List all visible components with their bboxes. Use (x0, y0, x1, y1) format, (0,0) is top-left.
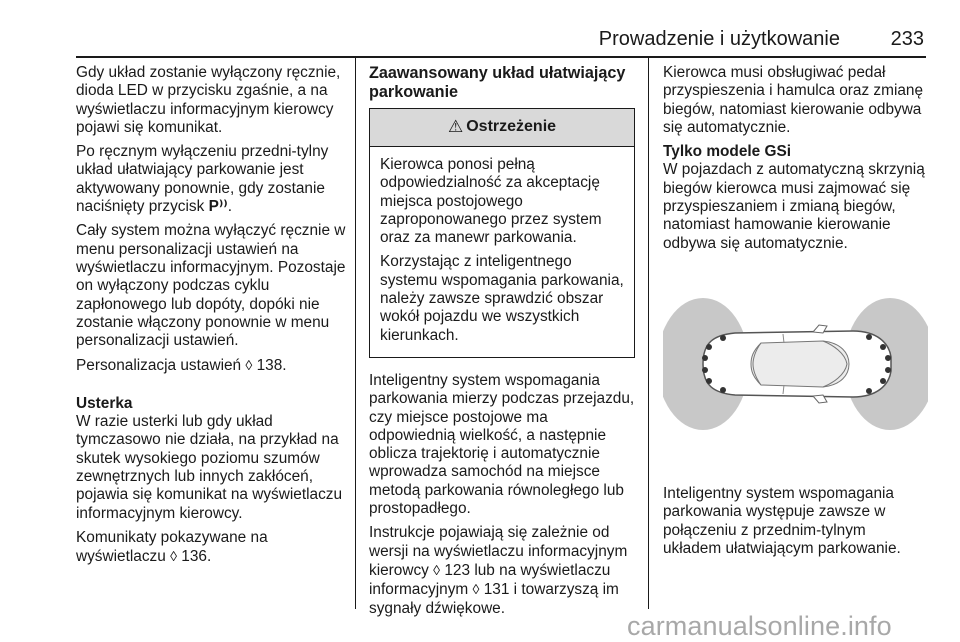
warning-body (370, 147, 634, 357)
page-ref-icon: ◊ (245, 357, 253, 374)
page-ref-icon: ◊ (433, 561, 441, 578)
car-sensor-diagram (663, 259, 928, 471)
paragraph: W razie usterki lub gdy układ tymczasowo nie działa, na przykład na skutek wysokiego poziomu szumów zewnętrznych lub innych zakłóceń, pojawia się komunikat na wyświetlaczu informacyjnym kierowcy. (76, 413, 343, 522)
warning-paragraph: Kierowca ponosi pełną odpowiedzialność za akceptację miejsca postojowego zaproponowanego przez system oraz za manewr parkowania. (380, 156, 602, 247)
paragraph: W pojazdach z automatyczną skrzynią biegów kierowca musi zajmować się przyspieszaniem i zmianą biegów, natomiast hamowanie kierowanie odbywa się automatycznie. (663, 161, 925, 252)
paragraph: Inteligentny system wspomagania parkowania występuje zawsze w połączeniu z przednim-tylnym układem ułatwiającym parkowanie. (663, 484, 901, 557)
page-ref-icon: ◊ (170, 548, 178, 565)
column-2 (369, 64, 635, 624)
paragraph: Kierowca musi obsługiwać pedał przyspieszenia i hamulca oraz zmianę biegów, natomiast kierowanie odbywa się automatycznie. (663, 64, 924, 136)
fault-heading: Usterka (76, 394, 133, 412)
column-divider-1 (355, 57, 356, 609)
gsi-heading: Tylko modele GSi (663, 143, 792, 161)
paragraph: Instrukcje pojawiają się zależnie od wersji na wyświetlaczu informacyjnym kierowcy ◊ 123 lub na wyświetlaczu informacyjnym ◊ 131 i towarzyszą im sygnały dźwiękowe. (369, 524, 628, 617)
section-title: Zaawansowany układ ułatwiający parkowanie (369, 64, 626, 101)
page-ref-icon: ◊ (472, 581, 480, 598)
paragraph: Po ręcznym wyłączeniu przedni-tylny układ ułatwiający parkowanie jest aktywowany ponownie, gdy zostanie naciśnięty przycisk P⁾⁾. (76, 143, 329, 216)
paragraph: Komunikaty pokazywane na wyświetlaczu ◊ 136. (76, 528, 268, 566)
park-assist-button-icon: P⁾⁾ (208, 198, 228, 216)
page-number: 233 (890, 28, 924, 50)
column-1 (76, 64, 346, 572)
parking-sensor-illustration (663, 259, 928, 471)
warning-paragraph: Korzystając z inteligentnego systemu wspomagania parkowania, należy zawsze sprawdzić obszar wokół pojazdu we wszystkich kierunkach. (380, 253, 624, 344)
paragraph: Inteligentny system wspomagania parkowania mierzy podczas przejazdu, czy miejsce postojowe ma odpowiednią wielkość, a następnie oblicza trajektorię i automatycznie wprowadza samochód na miejsce metodą parkowania równoległego lub prostopadłego. (369, 371, 635, 518)
warning-title: Ostrzeżenie (466, 118, 557, 136)
car-roof (751, 341, 849, 387)
paragraph: Cały system można wyłączyć ręcznie w menu personalizacji ustawień na wyświetlaczu informacyjnym. Pozostaje on wyłączony podczas cyklu zapłonowego lub dopóty, dopóki nie zostanie włączony ponownie w menu personalizacji ustawień. (76, 222, 346, 350)
paragraph: Personalizacja ustawień ◊ 138. (76, 357, 287, 375)
watermark: carmanualsonline.info (627, 611, 892, 641)
page-header (76, 28, 924, 52)
column-divider-2 (648, 57, 649, 609)
paragraph: Gdy układ zostanie wyłączony ręcznie, dioda LED w przycisku zgaśnie, a na wyświetlaczu informacyjnym kierowcy pojawi się komunikat. (76, 64, 341, 136)
warning-header (370, 109, 634, 147)
page-ref-link[interactable]: 136 (181, 548, 207, 566)
header-rule (76, 56, 926, 58)
header-title: Prowadzenie i użytkowanie (598, 28, 840, 50)
page-ref-link[interactable]: 131 (483, 581, 510, 599)
warning-triangle-icon: ⚠ (447, 117, 464, 137)
warning-box (369, 108, 635, 358)
column-3 (663, 64, 928, 564)
page-ref-link[interactable]: 138 (256, 357, 283, 375)
page-ref-link[interactable]: 123 (444, 561, 471, 579)
